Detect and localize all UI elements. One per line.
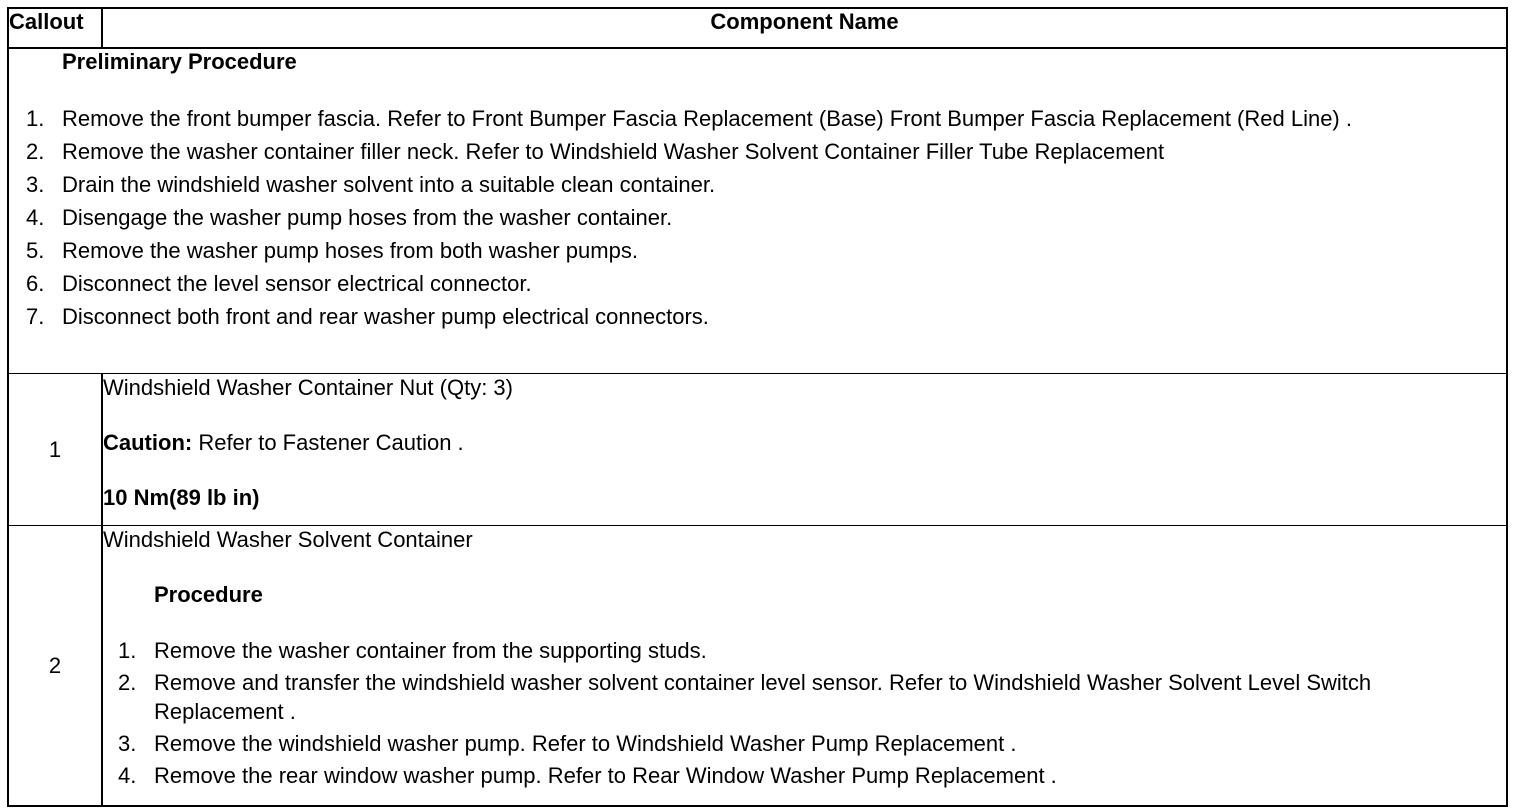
preliminary-cell xyxy=(9,48,1506,374)
step-number: 3. xyxy=(26,172,45,197)
step-text: Remove the washer container filler neck. Refer to Windshield Washer Solvent Container Filler Tube Replacement xyxy=(62,139,1165,164)
step-number: 6. xyxy=(26,271,45,296)
header-callout: Callout xyxy=(9,9,102,48)
step-text: Remove the windshield washer pump. Refer to Windshield Washer Pump Replacement . xyxy=(154,731,1017,756)
table-row xyxy=(9,526,1506,806)
step-number: 3. xyxy=(118,731,137,756)
table-row xyxy=(9,374,1506,526)
callout-number: 1 xyxy=(9,374,102,526)
list-item xyxy=(9,104,1506,133)
list-item xyxy=(9,302,1506,331)
caution-line xyxy=(103,429,1506,457)
list-item xyxy=(9,203,1506,232)
component-cell xyxy=(102,526,1506,806)
list-item xyxy=(9,170,1506,199)
step-text: Drain the windshield washer solvent into a suitable clean container. xyxy=(62,172,716,197)
step-text: Disconnect the level sensor electrical connector. xyxy=(62,271,532,296)
list-item xyxy=(103,668,1506,726)
procedure-table xyxy=(9,9,1506,805)
step-number: 7. xyxy=(26,304,45,329)
step-number: 2. xyxy=(118,670,137,695)
table-header-row xyxy=(9,9,1506,48)
caution-label: Caution: xyxy=(103,430,193,455)
header-component-name: Component Name xyxy=(102,9,1506,48)
list-item xyxy=(9,137,1506,166)
procedure-title: Procedure xyxy=(154,582,263,607)
step-number: 4. xyxy=(118,763,137,788)
step-number: 1. xyxy=(118,638,137,663)
procedure-table-frame xyxy=(7,7,1508,807)
list-item xyxy=(103,729,1506,758)
caution-text: Refer to Fastener Caution . xyxy=(192,430,464,455)
step-number: 2. xyxy=(26,139,45,164)
component-name: Windshield Washer Container Nut (Qty: 3) xyxy=(103,375,513,400)
preliminary-title: Preliminary Procedure xyxy=(62,49,297,74)
list-item xyxy=(103,761,1506,790)
list-item xyxy=(103,636,1506,665)
procedure-steps xyxy=(103,636,1506,790)
step-text: Disengage the washer pump hoses from the washer container. xyxy=(62,205,673,230)
component-cell xyxy=(102,374,1506,526)
list-item xyxy=(9,269,1506,298)
step-text: Remove the front bumper fascia. Refer to Front Bumper Fascia Replacement (Base) Front Bumper Fascia Replacement (Red Line) . xyxy=(62,106,1352,131)
preliminary-row xyxy=(9,48,1506,374)
step-number: 1. xyxy=(26,106,45,131)
list-item xyxy=(9,236,1506,265)
torque-spec: 10 Nm(89 lb in) xyxy=(103,485,260,510)
step-text: Remove the washer pump hoses from both washer pumps. xyxy=(62,238,638,263)
step-text: Remove the washer container from the supporting studs. xyxy=(154,638,707,663)
step-text: Remove and transfer the windshield washer solvent container level sensor. Refer to Windshield Washer Solvent Level Switch Replacement . xyxy=(154,670,1372,724)
callout-number: 2 xyxy=(9,526,102,806)
step-number: 5. xyxy=(26,238,45,263)
step-text: Remove the rear window washer pump. Refer to Rear Window Washer Pump Replacement . xyxy=(154,763,1057,788)
step-text: Disconnect both front and rear washer pump electrical connectors. xyxy=(62,304,709,329)
component-name: Windshield Washer Solvent Container xyxy=(103,527,473,552)
step-number: 4. xyxy=(26,205,45,230)
preliminary-steps xyxy=(9,104,1506,331)
